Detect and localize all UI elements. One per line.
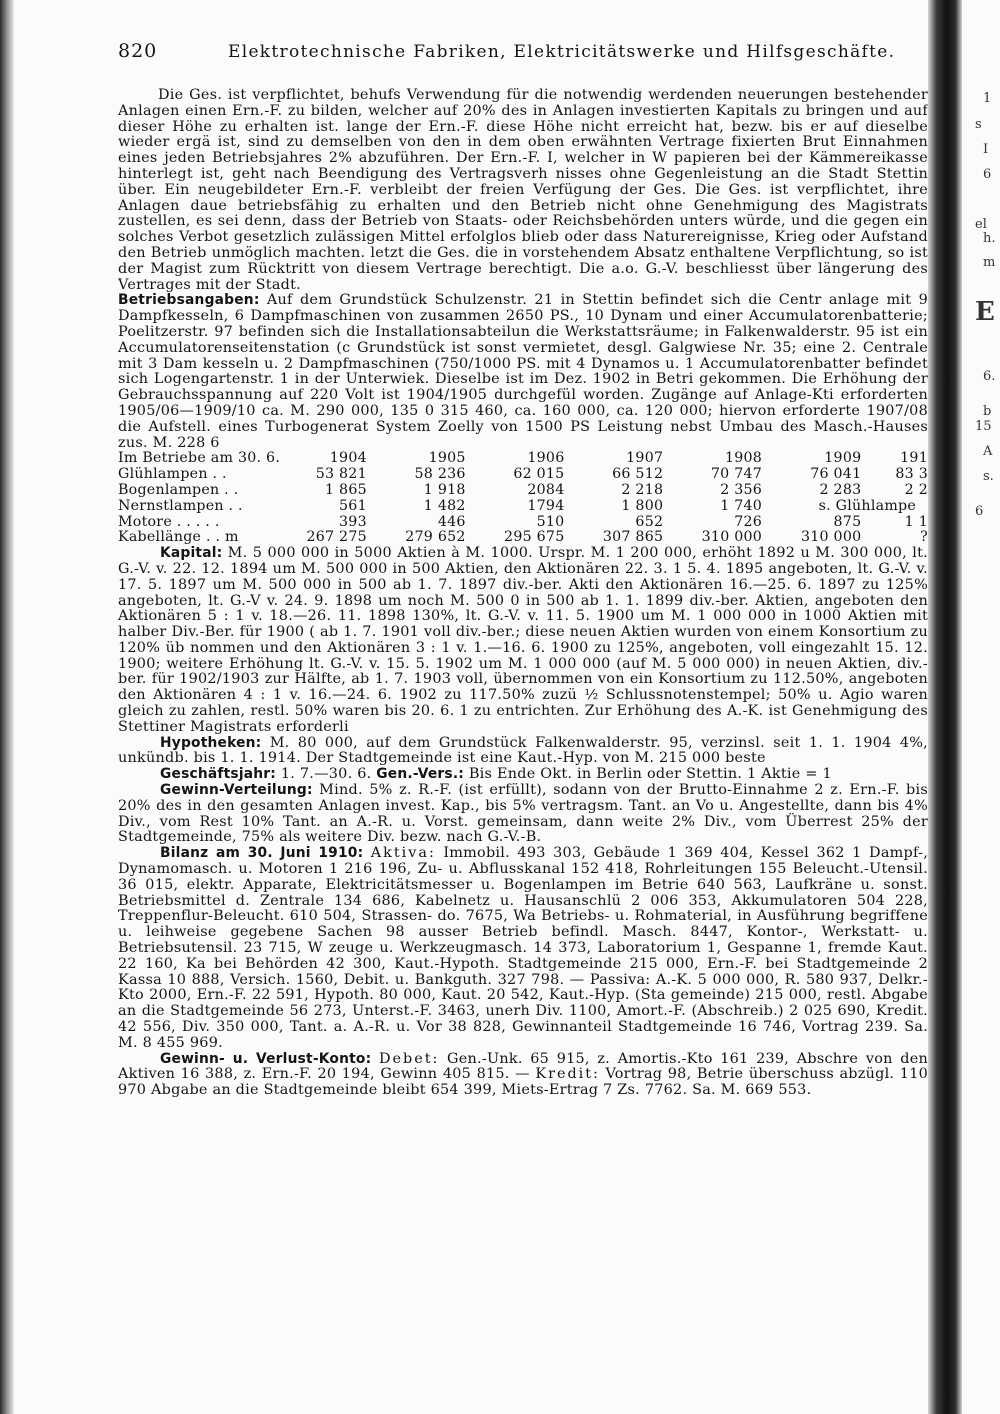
table-cell: 70 747 xyxy=(710,466,763,483)
kapital-heading: Kapital: xyxy=(160,545,223,562)
table-cell: 53 821 xyxy=(315,466,367,483)
table-cell: 652 xyxy=(635,513,664,530)
table-cell: 1 740 xyxy=(720,497,763,514)
table-cell: 62 015 xyxy=(513,466,565,483)
table-row xyxy=(118,499,928,515)
hypotheken-paragraph xyxy=(118,736,928,768)
bleed-mark: 6. xyxy=(983,369,996,384)
page-number: 820 xyxy=(118,40,158,62)
bleed-mark: 6 xyxy=(975,504,984,519)
table-cell: 446 xyxy=(437,513,466,530)
gewinn-verteilung-heading: Gewinn-Verteilung: xyxy=(160,782,313,799)
table-cell: 2 356 xyxy=(720,481,763,498)
table-cell: 1 1 xyxy=(904,513,928,530)
table-cell: 2 283 xyxy=(819,481,862,498)
table-cell: 267 275 xyxy=(306,529,367,546)
table-cell: s. Glühlampe xyxy=(818,497,916,514)
year-cell: 1907 xyxy=(626,450,664,467)
gewinn-verlust-paragraph xyxy=(118,1052,928,1099)
bleed-mark: el xyxy=(975,217,987,232)
table-cell: 83 3 xyxy=(895,466,928,483)
bleed-mark: 1 xyxy=(983,91,992,106)
operations-table xyxy=(118,451,928,546)
bilanz-heading: Bilanz am 30. Juni 1910: xyxy=(160,845,364,862)
table-row xyxy=(118,483,928,499)
aktiva-label: Aktiva: xyxy=(370,845,436,862)
table-cell: 510 xyxy=(536,513,565,530)
table-cell: 307 865 xyxy=(602,529,664,546)
table-cell: 58 236 xyxy=(414,466,466,483)
table-cell: 1 918 xyxy=(423,481,466,498)
row-label: Kabellänge . . m xyxy=(118,529,239,546)
table-cell: 2 2 xyxy=(904,481,928,498)
page-body xyxy=(118,88,928,1388)
hypotheken-text: M. 80 000, auf dem Grundstück Falkenwalderstr. 95, verzinsl. seit 1. 1. 1904 4%, unkündb. bis 1. 1. 1914. Der Stadtgemeinde ist eine Kaut.-Hyp. von M. 215 000 beste xyxy=(118,734,928,767)
row-label: Glühlampen . . xyxy=(118,466,227,483)
table-cell: 310 000 xyxy=(800,529,862,546)
running-title: Elektrotechnische Fabriken, Elektricitätswerke und Hilfsgeschäfte. xyxy=(228,42,896,62)
table-header-row xyxy=(118,451,928,467)
gen-vers-heading: Gen.-Vers.: xyxy=(376,766,465,783)
table-cell: 561 xyxy=(339,497,367,514)
book-spine-shadow xyxy=(0,0,14,1414)
year-cell: 1905 xyxy=(428,450,466,467)
table-row xyxy=(118,467,928,483)
facing-page-bleed xyxy=(965,0,1000,1414)
geschaeftsjahr-text: 1. 7.—30. 6. xyxy=(280,766,372,783)
table-cell: 1794 xyxy=(527,497,565,514)
bilanz-text: Immobil. 493 303, Gebäude 1 369 404, Kessel 362 1 Dampf-, Dynamomasch. u. Motoren 1 216 196, Zu- u. Abflusskanal 152 418, Rohrleitungen 155 Beleucht.-Utensil. 36 015, elektr. Apparate, Elektricitätsmesser u. Bogenlampen im Betrie 640 563, Laufkräne u. sonst. Betriebsmittel d. Zentrale 134 686, Kabelnetz u. Hausanschlü 2 006 353, Akkumulatoren 504 228, Treppenflur-Beleucht. 610 504, Strassen- do. 7675, Wa Betriebs- u. Rohmaterial, in Ausführung begriffene u. leihweise gegebene Sachen 98 ausser Betrieb befindl. Masch. 8447, Kontor-, Werkstatt- u. Betriebsutensil. 23 715, W zeuge u. Werkzeugmasch. 14 373, Laboratorium 1, Gespanne 1, fremde Kaut. 22 160, Ka bei Behörden 42 300, Kaut.-Hypoth. Stadtgemeinde 215 000, Ern.-F. bei Stadtgemeinde 2 Kassa 10 888, Versich. 1560, Debit. u. Bankguth. 327 798. — Passiva: A.-K. 5 000 000, R. 580 937, Delkr.-Kto 2000, Ern.-F. 22 591, Hypoth. 80 000, Kaut. 20 542, Kaut.-Hyp. (Sta gemeinde) 215 000, restl. Abgabe an die Stadtgemeinde 56 273, Unterst.-F. 3463, unerh Div. 1100, Amort.-F. (Abschreib.) 2 025 690, Kredit. 42 556, Div. 350 000, Tant. a. A.-R. u. Vor 38 828, Gewinnanteil Stadtgemeinde 16 746, Vortrag 239. Sa. M. 8 455 969. xyxy=(118,845,928,1051)
kapital-paragraph xyxy=(118,546,928,736)
year-cell: 1904 xyxy=(329,450,367,467)
year-cell: 1909 xyxy=(824,450,862,467)
table-row xyxy=(118,515,928,531)
row-label: Motore . . . . . xyxy=(118,513,220,530)
table-cell: 2 218 xyxy=(621,481,664,498)
bleed-mark: m xyxy=(983,255,996,270)
table-cell: 2084 xyxy=(527,481,565,498)
betriebsangaben-text: Auf dem Grundstück Schulzenstr. 21 in Stettin befindet sich die Centr anlage mit 9 Dampfkesseln, 6 Dampfmaschinen von zusammen 2650 PS., 10 Dynam und einer Accumulatorenbatterie; Poelitzerstr. 97 befinden sich die Installationsabteilun die Werkstattsräume; in Falkenwalderstr. 95 ist ein Accumulatorenseitenstation (c Grundstück ist sonst vermietet, desgl. Galgwiese Nr. 35; eine 2. Centrale mit 3 Dam kesseln u. 2 Dampfmaschinen (750/1000 PS. mit 4 Dynamos u. 1 Accumulatorenbatter befindet sich Logengartenstr. 1 in der Unterwiek. Dieselbe ist im Dez. 1902 in Betri gekommen. Die Erhöhung der Gebrauchsspannung auf 220 Volt ist 1904/1905 durchgefül worden. Zugänge auf Anlage-Kti erforderten 1905/06—1909/10 ca. M. 290 000, 135 0 315 460, ca. 160 000, ca. 120 000; hiervon erforderte 1907/08 die Aufstell. eines Turbogenerat System Zoelly von 1500 PS Leistung nebst Umbau des Masch.-Hauses zus. M. 228 6 xyxy=(118,292,928,451)
table-cell: 76 041 xyxy=(810,466,862,483)
year-cell: 191 xyxy=(900,450,928,467)
geschaeftsjahr-paragraph xyxy=(118,767,928,783)
year-cell: 1908 xyxy=(724,450,763,467)
debet-text: Gen.-Unk. 65 915, z. Amortis.-Kto 161 239, Abschre von den Aktiven 16 388, z. Ern.-F. 20 194, Gewinn 405 815. — xyxy=(118,1050,928,1083)
table-cell: 1 865 xyxy=(325,481,367,498)
table-cell: 875 xyxy=(833,513,862,530)
gen-vers-text: Bis Ende Okt. in Berlin oder Stettin. 1 Aktie = 1 xyxy=(468,766,832,783)
kredit-label: Kredit: xyxy=(535,1066,600,1083)
betriebsangaben-paragraph xyxy=(118,293,928,451)
gewinn-verteilung-paragraph xyxy=(118,783,928,846)
hypotheken-heading: Hypotheken: xyxy=(160,734,262,751)
table-cell: 1 482 xyxy=(423,497,466,514)
bleed-mark: h. xyxy=(983,231,996,246)
bleed-mark: s xyxy=(975,117,982,132)
bleed-mark: 15 xyxy=(975,419,992,434)
table-header-label: Im Betriebe am 30. 6. xyxy=(118,450,281,467)
bleed-mark: s. xyxy=(983,469,994,484)
table-cell: 310 000 xyxy=(701,529,763,546)
table-row xyxy=(118,530,928,546)
bleed-mark: E xyxy=(975,297,995,327)
gewinn-verlust-heading: Gewinn- u. Verlust-Konto: xyxy=(160,1050,372,1067)
bleed-mark: A xyxy=(983,444,993,459)
bleed-mark: I xyxy=(983,142,989,157)
table-cell: 66 512 xyxy=(612,466,664,483)
table-cell: 393 xyxy=(339,513,367,530)
kredit-text: Vortrag 98, Betrie überschuss abzügl. 110 970 Abgabe an die Stadtgemeinde bleibt 654 399, Miets-Ertrag 7 Zs. 7762. Sa. M. 669 553. xyxy=(118,1066,928,1099)
row-label: Nernstlampen . . xyxy=(118,497,243,514)
table-cell: ? xyxy=(920,529,928,546)
geschaeftsjahr-heading: Geschäftsjahr: xyxy=(160,766,276,783)
kapital-text: M. 5 000 000 in 5000 Aktien à M. 1000. Urspr. M. 1 200 000, erhöht 1892 u M. 300 000, lt. G.-V. v. 22. 12. 1894 um M. 500 000 in 500 Aktien, den Aktionären 22. 3. 1 5. 4. 1895 angeboten, lt. G.-V. v. 17. 5. 1897 um M. 500 000 in 500 ab 1. 7. 1897 div.-ber. Akti den Aktionären 16.—25. 6. 1897 zu 125% angeboten, lt. G.-V v. 24. 9. 1898 um noch M. 500 0 in 500 ab 1. 1. 1899 div.-ber. Aktien, angeboten den Aktionären 5 : 1 v. 18.—26. 11. 1898 130%, lt. G.-V. v. 11. 5. 1900 um M. 1 000 000 in 1000 Aktien mit halber Div.-Ber. für 1900 ( ab 1. 7. 1901 voll div.-ber.; diese neuen Aktien wurden von einem Konsortium zu 120% üb nommen und den Aktionären 3 : 1 v. 1.—16. 6. 1900 zu 125%, angeboten, voll eingezahlt 15. 12. 1900; weitere Erhöhung lt. G.-V. v. 15. 5. 1902 um M. 1 000 000 (auf M. 5 000 000) in neuen Aktien, div.-ber. für 1902/1903 zur Hälfte, ab 1. 7. 1903 voll, übernommen von ein Konsortium zu 112.50%, angeboten den Aktionären 4 : 1 v. 16.—24. 6. 1902 zu 117.50% zuzü ½ Schlussnotenstempel; 50% u. Agio waren gleich zu zahlen, restl. 50% waren bis 20. 6. 1 zu entrichten. Zur Erhöhung des A.-K. ist Genehmigung des Stettiner Magistrats erforderli xyxy=(118,545,928,735)
table-cell: 279 652 xyxy=(405,529,466,546)
page-edge-shadow xyxy=(928,0,962,1414)
table-cell: 726 xyxy=(734,513,763,530)
gewinn-verteilung-text: Mind. 5% z. R.-F. (ist erfüllt), sodann von der Brutto-Einnahme 2 z. Ern.-F. bis 20% des in den gesamten Anlagen invest. Kap., bis 5% vertragsm. Tant. an Vo u. Angestellte, dann bis 4% Div., vom Rest 10% Tant. an A.-R. u. Vorst. gemeinsam, dann weite 2% Div., vom Überrest 25% der Stadtgemeinde, 75% als weitere Div. bezw. nach G.-V.-B. xyxy=(118,782,928,846)
row-label: Bogenlampen . . xyxy=(118,481,239,498)
year-cell: 1906 xyxy=(527,450,565,467)
betriebsangaben-heading: Betriebsangaben: xyxy=(118,292,260,309)
intro-paragraph: Die Ges. ist verpflichtet, behufs Verwendung für die notwendig werdenden neuerungen bestehender Anlagen einen Ern.-F. zu bilden, welcher auf 20% des in Anlagen investierten Kapitals zu bringen und auf dieser Höhe zu erhalten ist. lange der Ern.-F. diese Höhe nicht erreicht hat, bezw. bis er auf dieselbe wieder ergä ist, sind zu demselben von den in dem oben erwähnten Vertrage fixierten Brut Einnahmen eines jeden Betriebsjahres 2% abzuführen. Der Ern.-F. I, welcher in W papieren bei der Kämmereikasse hinterlegt ist, geht nach Beendigung des Vertragsverh nisses ohne Gegenleistung an die Stadt Stettin über. Ein neugebildeter Ern.-F. verbleibt der freien Verfügung der Ges. Die Ges. ist verpflichtet, ihre Anlagen daue betriebsfähig zu erhalten und den Betrieb nicht ohne Genehmigung des Magistrats zustellen, es sei denn, dass der Betrieb von Staats- oder Reichsbehörden unters würde, und die gegen ein solches Verbot gesetzlich zulässigen Mittel erfolglos blieb oder dass Naturereignisse, Krieg oder Aufstand den Betrieb unmöglich machten. letzt die Ges. die in vorstehendem Absatz enthaltene Verpflichtung, so ist der Magist zum Rücktritt von diesem Vertrage berechtigt. Die a.o. G.-V. beschliesst über längerung des Vertrages mit der Stadt. xyxy=(118,88,928,293)
bleed-mark: 6 xyxy=(983,167,992,182)
bleed-mark: b xyxy=(983,404,992,419)
table-cell: 295 675 xyxy=(504,529,565,546)
debet-label: Debet: xyxy=(378,1050,440,1067)
page-header xyxy=(118,40,918,68)
bilanz-paragraph xyxy=(118,846,928,1051)
table-cell: 1 800 xyxy=(621,497,664,514)
